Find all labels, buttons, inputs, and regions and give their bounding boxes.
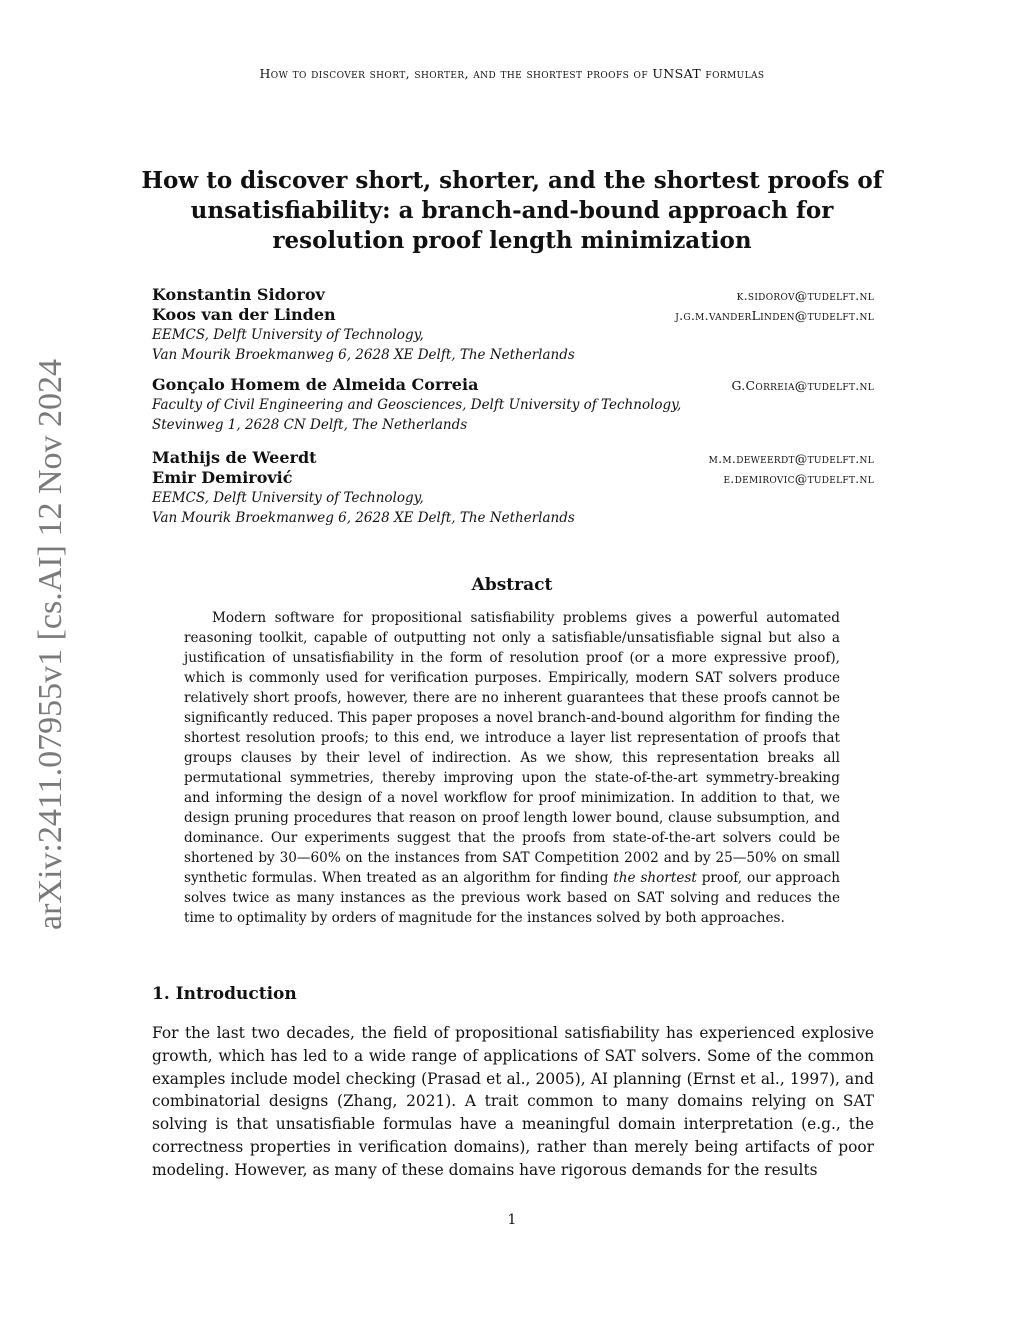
affiliation-line: Faculty of Civil Engineering and Geosciences, Delft University of Technology,	[152, 397, 682, 413]
author-email[interactable]: m.m.deweerdt@tudelft.nl	[708, 451, 874, 466]
author-email[interactable]: G.Correia@tudelft.nl	[731, 378, 874, 393]
abstract-text	[184, 608, 840, 928]
section-heading-introduction: 1. Introduction	[152, 984, 297, 1004]
affiliation-line: EEMCS, Delft University of Technology,	[152, 490, 424, 506]
author-email[interactable]: k.sidorov@tudelft.nl	[736, 288, 874, 303]
author-name: Koos van der Linden	[152, 305, 336, 324]
arxiv-identifier[interactable]: arXiv:2411.07955v1 [cs.AI] 12 Nov 2024	[32, 359, 69, 931]
author-group-2	[152, 375, 874, 435]
page-number: 1	[507, 1212, 517, 1228]
author-email[interactable]: j.g.m.vanderLinden@tudelft.nl	[675, 308, 874, 323]
author-name: Mathijs de Weerdt	[152, 448, 317, 467]
affiliation-line: Van Mourik Broekmanweg 6, 2628 XE Delft, The Netherlands	[152, 510, 575, 526]
affiliation-line: Van Mourik Broekmanweg 6, 2628 XE Delft, The Netherlands	[152, 347, 575, 363]
author-row	[152, 305, 874, 325]
author-row	[152, 468, 874, 488]
paper-title: How to discover short, shorter, and the shortest proofs of unsatisfiability: a branch-and-bound approach for resolution proof length minimization	[141, 167, 883, 254]
author-name: Emir Demirović	[152, 468, 293, 487]
affiliation-line: EEMCS, Delft University of Technology,	[152, 327, 424, 343]
author-name: Konstantin Sidorov	[152, 285, 325, 304]
author-row	[152, 285, 874, 305]
introduction-paragraph: For the last two decades, the field of propositional satisfiability has experienced explosive growth, which has led to a wide range of applications of SAT solvers. Some of the common examples include model checking (Prasad et al., 2005), AI planning (Ernst et al., 1997), and combinatorial designs (Zhang, 2021). A trait common to many domains relying on SAT solving is that unsatisfiable formulas have a meaningful domain interpretation (e.g., the correctness properties in verification domains), rather than merely being artifacts of poor modeling. However, as many of these domains have rigorous demands for the results	[152, 1024, 874, 1179]
author-group-3	[152, 448, 874, 528]
author-group-1	[152, 285, 874, 365]
abstract-heading: Abstract	[471, 575, 553, 595]
author-row	[152, 448, 874, 468]
abstract-emphasis: the shortest	[613, 870, 697, 886]
author-name: Gonçalo Homem de Almeida Correia	[152, 375, 479, 394]
author-email[interactable]: e.demirovic@tudelft.nl	[723, 471, 874, 486]
affiliation-line: Stevinweg 1, 2628 CN Delft, The Netherlands	[152, 417, 468, 433]
running-head: How to discover short, shorter, and the shortest proofs of UNSAT formulas	[259, 66, 765, 81]
author-row	[152, 375, 874, 395]
abstract-text-part: Modern software for propositional satisfiability problems gives a powerful automated reasoning toolkit, capable of outputting not only a satisfiable/unsatisfiable signal but also a justification of unsatisfiability in the form of resolution proof (or a more expressive proof), which is commonly used for verification purposes. Empirically, modern SAT solvers produce relatively short proofs, however, there are no inherent guarantees that these proofs cannot be significantly reduced. This paper proposes a novel branch-and-bound algorithm for finding the shortest resolution proofs; to this end, we introduce a layer list representation of proofs that groups clauses by their level of indirection. As we show, this representation breaks all permutational symmetries, thereby improving upon the state-of-the-art symmetry-breaking and informing the design of a novel workflow for proof minimization. In addition to that, we design pruning procedures that reason on proof length lower bound, clause subsumption, and dominance. Our experiments suggest that the proofs from state-of-the-art solvers could be shortened by 30—60% on the instances from SAT Competition 2002 and by 25—50% on small synthetic formulas. When treated as an algorithm for finding	[184, 610, 840, 886]
abstract-text-part: proof, our approach solves twice as many instances as the previous work based on SAT solving and reduces the time to optimality by orders of magnitude for the instances solved by both approaches.	[184, 870, 841, 926]
